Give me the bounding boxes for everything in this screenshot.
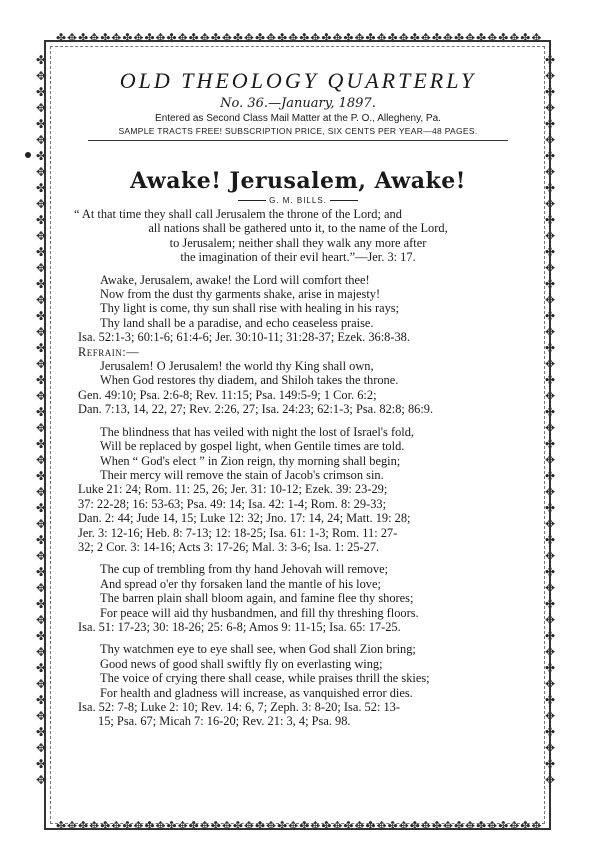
masthead-title: OLD THEOLOGY QUARTERLY [119,68,477,93]
epigraph-quote [74,207,518,265]
references-1 [78,330,518,359]
reference-line: 15; Psa. 67; Micah 7: 16-20; Rev. 21: 3, 4; Psa. 98. [98,714,351,729]
verse-line: Awake, Jerusalem, awake! the Lord will comfort thee! [100,272,370,287]
stanza-2 [100,425,518,483]
reference-line: Jer. 3: 12-16; Heb. 8: 7-13; 12: 18-25; Isa. 61: 1-3; Rom. 11: 27- [78,525,398,540]
ornamental-border-right: ✤✥✤✥✤✥✤✥✤✥✤✥✤✥✤✥✤✥✤✥✤✥✤✥✤✥✤✥✤✥✤✥✤✥✤✥✤✥✤✥✤✥✤✥✤✥ [545,53,557,787]
mail-entry-line: Entered as Second Class Mail Matter at the P. O., Allegheny, Pa. [155,113,441,124]
content-area [74,68,518,729]
ornamental-border-bottom: ✤✥✤✥✤✥✤✥✤✥✤✥✤✥✤✥✤✥✤✥✤✥✤✥✤✥✤✥✤✥✤✥✤✥✤✥✤✥✤✥✤✥✤✥ [56,820,542,832]
reference-line: Gen. 49:10; Psa. 2:6-8; Rev. 11:15; Psa. 149:5-9; 1 Cor. 6:2; [78,387,377,402]
references-4 [78,620,518,634]
quote-line: to Jerusalem; neither shall they walk any more after [169,235,427,250]
verse-line: Will be replaced by gospel light, when Gentile times are told. [100,439,405,454]
quote-line: all nations shall be gathered unto it, to the name of the Lord, [148,221,448,236]
subscription-terms: SAMPLE TRACTS FREE! SUBSCRIPTION PRICE, SIX CENTS PER YEAR—48 PAGES. [118,126,478,136]
reference-line: Luke 21: 24; Rom. 11: 25, 26; Jer. 31: 10-12; Ezek. 39: 23-29; [78,482,388,497]
author-name: G. M. BILLS. [269,196,327,205]
stanza-4 [100,642,518,700]
verse-line: Thy watchmen eye to eye shall see, when God shall Zion bring; [100,642,416,657]
reference-line: 32; 2 Cor. 3: 14-16; Acts 3: 17-26; Mal. 3: 3-6; Isa. 1: 25-27. [78,539,380,554]
reference-line: Isa. 52:1-3; 60:1-6; 61:4-6; Jer. 30:10-11; 31:28-37; Ezek. 36:8-38. [78,330,410,345]
verse-line: The cup of trembling from thy hand Jehovah will remove; [100,562,389,577]
reference-line: 37: 22-28; 16: 53-63; Psa. 49: 14; Isa. 42: 1-4; Rom. 8: 29-33; [78,496,387,511]
references-3 [78,482,518,554]
reference-line: Dan. 7:13, 14, 22, 27; Rev. 2:26, 27; Isa. 24:23; 62:1-3; Psa. 82:8; 86:9. [78,402,434,417]
author-rule-left [238,200,266,201]
verse-line: Good news of good shall swiftly fly on everlasting wing; [100,656,383,671]
verse-line: Thy light is come, thy sun shall rise with healing in his rays; [100,301,400,316]
stanza-1 [100,273,518,331]
verse-line: And spread o'er thy forsaken land the mantle of his love; [100,576,381,591]
verse-line: The voice of crying there shall cease, while praises thrill the skies; [100,671,430,686]
ink-dot-mark [25,152,31,158]
verse-line: The barren plain shall bloom again, and famine flee thy shores; [100,591,414,606]
references-2 [78,388,518,417]
issue-line: No. 36.—January, 1897. [220,96,376,111]
article-author [78,195,518,207]
refrain-line: When God restores thy diadem, and Shiloh takes the throne. [100,373,399,388]
verse-line: Now from the dust thy garments shake, arise in majesty! [100,287,381,302]
ornamental-border-left: ✤✥✤✥✤✥✤✥✤✥✤✥✤✥✤✥✤✥✤✥✤✥✤✥✤✥✤✥✤✥✤✥✤✥✤✥✤✥✤✥✤✥✤✥✤✥ [36,53,48,787]
ornamental-border-top: ✤✥✤✥✤✥✤✥✤✥✤✥✤✥✤✥✤✥✤✥✤✥✤✥✤✥✤✥✤✥✤✥✤✥✤✥✤✥✤✥✤✥✤✥ [56,32,542,44]
verse-line: When “ God's elect ” in Zion reign, thy morning shall begin; [100,453,401,468]
references-5 [78,700,518,729]
quote-line: “ At that time they shall call Jerusalem the throne of the Lord; and [74,207,402,221]
stanza-3 [100,562,518,620]
quote-line: the imagination of their evil heart.”—Jer. 3: 17. [180,250,416,265]
article-title: Awake! Jerusalem, Awake! [130,168,466,194]
masthead-rule [88,140,508,141]
verse-line: Thy land shall be a paradise, and echo ceaseless praise. [100,315,374,330]
author-rule-right [330,200,358,201]
reference-line: Isa. 51: 17-23; 30: 18-26; 25: 6-8; Amos 9: 11-15; Isa. 65: 17-25. [78,619,401,634]
verse-line: For health and gladness will increase, as vanquished error dies. [100,685,413,700]
reference-line: Dan. 2: 44; Jude 14, 15; Luke 12: 32; Jno. 17: 14, 24; Matt. 19: 28; [78,511,411,526]
verse-line: The blindness that has veiled with night the lost of Israel's fold, [100,424,415,439]
refrain-line: Jerusalem! O Jerusalem! the world thy King shall own, [100,359,374,374]
refrain-label: Refrain:— [78,344,140,359]
verse-line: For peace will aid thy husbandmen, and fill thy threshing floors. [100,605,419,620]
verse-line: Their mercy will remove the stain of Jacob's crimson sin. [100,467,384,482]
reference-line: Isa. 52: 7-8; Luke 2: 10; Rev. 14: 6, 7; Zeph. 3: 8-20; Isa. 52: 13- [78,700,400,714]
refrain [100,359,518,388]
